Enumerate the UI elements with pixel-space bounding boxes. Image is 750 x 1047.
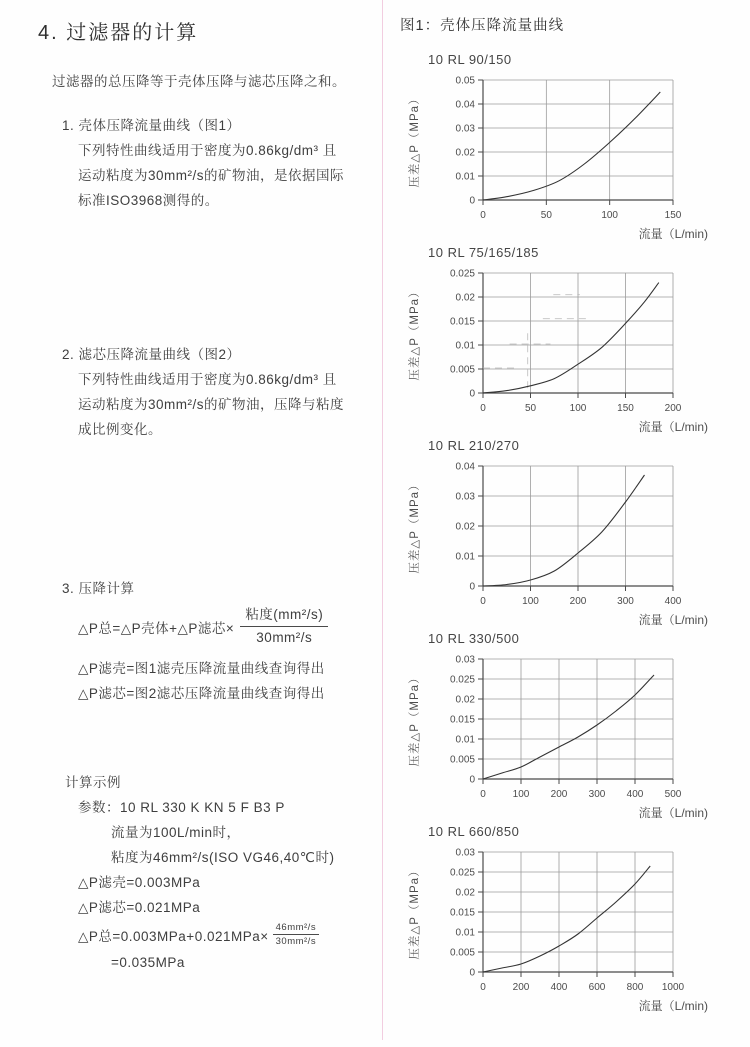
note-line: △P滤壳=图1滤壳压降流量曲线查询得出 bbox=[78, 661, 325, 676]
chart-10-rl-75-165-185 bbox=[398, 245, 746, 438]
y-axis-label: 压差△P（MPa） bbox=[409, 864, 421, 960]
note-line: △P滤芯=图2滤芯压降流量曲线查询得出 bbox=[78, 686, 325, 701]
chart-title: 10 RL 660/850 bbox=[428, 824, 520, 839]
y-tick-label: 0.01 bbox=[455, 340, 475, 352]
chart-plot bbox=[398, 70, 746, 242]
x-axis-label: 流量（L/min) bbox=[638, 806, 708, 820]
y-tick-label: 0.02 bbox=[455, 292, 475, 304]
x-tick-label: 300 bbox=[588, 789, 606, 800]
text-line: 下列特性曲线适用于密度为0.86kg/dm³ 且 bbox=[78, 143, 337, 158]
y-tick-label: 0.02 bbox=[455, 694, 475, 706]
y-tick-label: 0.01 bbox=[455, 551, 475, 563]
example-total-lhs: △P总=0.003MPa+0.021MPa× bbox=[78, 929, 269, 944]
x-tick-label: 100 bbox=[569, 403, 587, 414]
example-parameters: 参数：10 RL 330 K KN 5 F B3 P bbox=[78, 800, 285, 815]
y-tick-label: 0.025 bbox=[449, 674, 475, 686]
y-tick-label: 0.01 bbox=[455, 734, 475, 746]
x-tick-label: 150 bbox=[617, 403, 634, 414]
calculation-example bbox=[65, 770, 385, 976]
chart-10-rl-330-500 bbox=[398, 631, 746, 824]
x-tick-label: 100 bbox=[512, 789, 530, 800]
x-tick-label: 300 bbox=[617, 596, 634, 607]
x-tick-label: 50 bbox=[524, 403, 537, 414]
x-tick-label: 200 bbox=[664, 403, 682, 414]
y-tick-label: 0.02 bbox=[455, 887, 475, 899]
x-axis-label: 流量（L/min) bbox=[638, 227, 708, 241]
x-axis-label: 流量（L/min) bbox=[638, 613, 708, 627]
x-tick-label: 0 bbox=[480, 596, 486, 607]
y-tick-label: 0.025 bbox=[449, 867, 475, 879]
chart-title: 10 RL 330/500 bbox=[428, 631, 520, 646]
section-2-body bbox=[78, 367, 377, 442]
doc-title: 4. 过滤器的计算 bbox=[38, 22, 199, 44]
y-tick-label: 0.02 bbox=[455, 521, 475, 533]
chart-title: 10 RL 90/150 bbox=[428, 52, 512, 67]
x-tick-label: 800 bbox=[626, 982, 644, 993]
fraction-denominator: 30mm²/s bbox=[275, 936, 317, 947]
chart-title: 10 RL 75/165/185 bbox=[428, 245, 539, 260]
section-housing-curve bbox=[62, 113, 377, 213]
y-tick-label: 0.015 bbox=[449, 714, 475, 726]
figure-1-header: 图1：壳体压降流量曲线 bbox=[400, 18, 565, 34]
section-3-heading: 3. 压降计算 bbox=[62, 581, 135, 596]
section-pressure-drop-calc bbox=[62, 576, 377, 706]
y-tick-label: 0.05 bbox=[455, 75, 475, 87]
charts-column bbox=[398, 52, 746, 1017]
y-axis-label: 压差△P（MPa） bbox=[409, 671, 421, 767]
x-tick-label: 0 bbox=[480, 403, 486, 414]
chart-10-rl-90-150 bbox=[398, 52, 746, 245]
y-tick-label: 0.015 bbox=[449, 316, 475, 328]
y-tick-label: 0.01 bbox=[455, 927, 475, 939]
x-tick-label: 600 bbox=[588, 982, 606, 993]
section-1-heading: 1. 壳体压降流量曲线（图1） bbox=[62, 118, 241, 133]
x-tick-label: 200 bbox=[550, 789, 568, 800]
y-tick-label: 0.025 bbox=[449, 268, 475, 280]
x-axis-label: 流量（L/min) bbox=[638, 420, 708, 434]
x-tick-label: 500 bbox=[664, 789, 682, 800]
chart-10-rl-660-850 bbox=[398, 824, 746, 1017]
example-flow-line: 流量为100L/min时， bbox=[111, 825, 241, 840]
fraction-numerator: 粘度(mm²/s) bbox=[240, 605, 328, 627]
y-axis-label: 压差△P（MPa） bbox=[409, 478, 421, 574]
chart-title: 10 RL 210/270 bbox=[428, 438, 520, 453]
y-tick-label: 0.005 bbox=[449, 947, 475, 959]
formula-lhs: △P总=△P壳体+△P滤芯× bbox=[78, 620, 235, 636]
example-total-formula bbox=[78, 920, 385, 950]
x-tick-label: 100 bbox=[522, 596, 539, 607]
text-line: 运动粘度为30mm²/s的矿物油，压降与粘度 bbox=[78, 397, 345, 412]
section-2-heading: 2. 滤芯压降流量曲线（图2） bbox=[62, 347, 241, 362]
x-tick-label: 50 bbox=[540, 210, 552, 221]
formula-notes bbox=[78, 656, 377, 706]
example-total-fraction bbox=[273, 922, 319, 948]
y-tick-label: 0.02 bbox=[455, 147, 475, 159]
chart-10-rl-210-270 bbox=[398, 438, 746, 631]
x-tick-label: 200 bbox=[512, 982, 530, 993]
section-1-body bbox=[78, 138, 377, 213]
y-tick-label: 0.015 bbox=[449, 907, 475, 919]
y-tick-label: 0.04 bbox=[455, 99, 475, 111]
text-line: 下列特性曲线适用于密度为0.86kg/dm³ 且 bbox=[78, 372, 337, 387]
y-tick-label: 0.04 bbox=[455, 461, 475, 473]
y-tick-label: 0 bbox=[469, 195, 475, 207]
x-axis-label: 流量（L/min) bbox=[638, 999, 708, 1013]
y-axis-label: 压差△P（MPa） bbox=[409, 92, 421, 188]
y-tick-label: 0.03 bbox=[455, 847, 475, 859]
chart-plot bbox=[398, 456, 746, 628]
chart-plot bbox=[398, 649, 746, 821]
y-tick-label: 0.005 bbox=[449, 364, 475, 376]
y-tick-label: 0 bbox=[469, 388, 475, 400]
x-tick-label: 400 bbox=[664, 596, 682, 607]
example-element-result: △P滤芯=0.021MPa bbox=[78, 900, 201, 915]
x-tick-label: 1000 bbox=[661, 982, 685, 993]
pressure-drop-curve bbox=[483, 283, 659, 393]
y-axis-label: 压差△P（MPa） bbox=[409, 285, 421, 381]
y-tick-label: 0.03 bbox=[455, 123, 475, 135]
x-tick-label: 150 bbox=[664, 210, 682, 221]
y-tick-label: 0 bbox=[469, 581, 475, 593]
pressure-drop-curve bbox=[483, 675, 654, 779]
example-heading: 计算示例 bbox=[65, 775, 121, 790]
y-tick-label: 0.005 bbox=[449, 754, 475, 766]
y-tick-label: 0.03 bbox=[455, 654, 475, 666]
section-element-curve bbox=[62, 342, 377, 442]
y-tick-label: 0.01 bbox=[455, 171, 475, 183]
text-line: 运动粘度为30mm²/s的矿物油，是依据国际 bbox=[78, 168, 345, 183]
x-tick-label: 100 bbox=[601, 210, 619, 221]
chart-plot bbox=[398, 842, 746, 1014]
x-tick-label: 400 bbox=[550, 982, 568, 993]
x-tick-label: 0 bbox=[480, 210, 486, 221]
fraction-denominator: 30mm²/s bbox=[256, 630, 313, 645]
y-tick-label: 0 bbox=[469, 967, 475, 979]
text-line: 成比例变化。 bbox=[78, 422, 162, 437]
total-pressure-formula bbox=[78, 605, 377, 648]
pressure-drop-curve bbox=[483, 475, 645, 586]
y-tick-label: 0 bbox=[469, 774, 475, 786]
fraction-numerator: 46mm²/s bbox=[273, 922, 319, 935]
example-viscosity-line: 粘度为46mm²/s(ISO VG46,40℃时) bbox=[111, 850, 335, 865]
x-tick-label: 200 bbox=[569, 596, 587, 607]
example-final-result: =0.035MPa bbox=[111, 955, 185, 970]
example-housing-result: △P滤壳=0.003MPa bbox=[78, 875, 201, 890]
pressure-drop-curve bbox=[483, 866, 650, 972]
x-tick-label: 0 bbox=[480, 789, 486, 800]
text-line: 标准ISO3968测得的。 bbox=[78, 193, 219, 208]
x-tick-label: 400 bbox=[626, 789, 644, 800]
x-tick-label: 0 bbox=[480, 982, 486, 993]
y-tick-label: 0.03 bbox=[455, 491, 475, 503]
intro-paragraph: 过滤器的总压降等于壳体压降与滤芯压降之和。 bbox=[52, 74, 346, 89]
viscosity-fraction bbox=[240, 605, 328, 648]
chart-plot bbox=[398, 263, 746, 435]
pressure-drop-curve bbox=[483, 92, 660, 200]
